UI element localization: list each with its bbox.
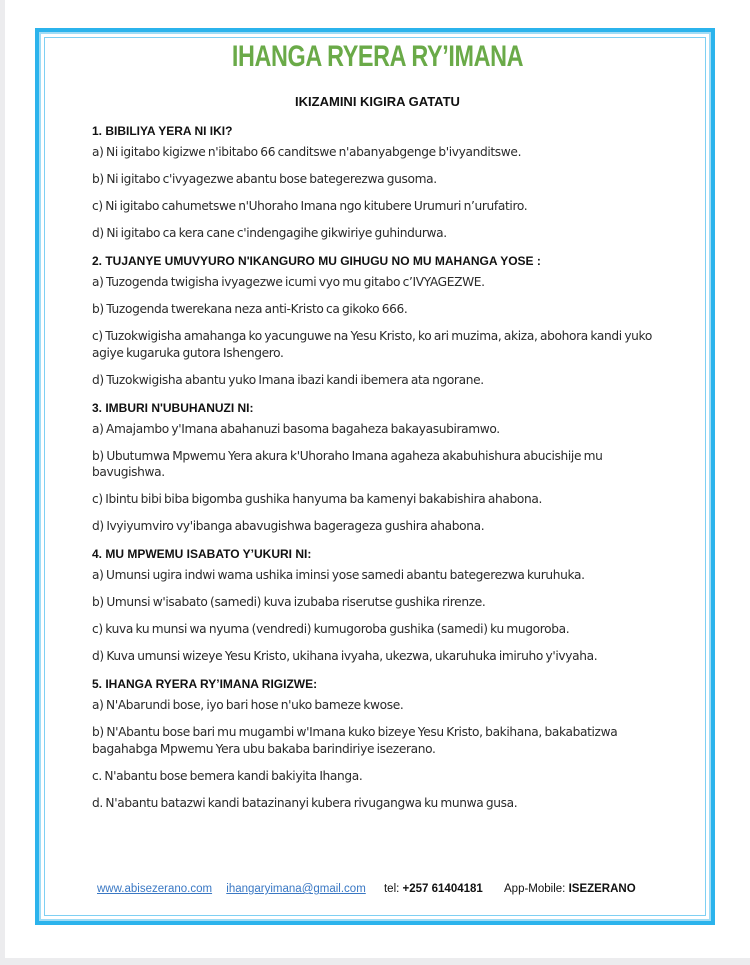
answer-option: d) Kuva umunsi wizeye Yesu Kristo, ukihana ivyaha, ukezwa, ukaruhuka imiruho y'ivyaha. <box>92 649 598 663</box>
answer-option: b) Tuzogenda twerekana neza anti-Kristo ca gikoko 666. <box>92 302 408 316</box>
answer-option: c) Ni igitabo cahumetswe n'Uhoraho Imana ngo kitubere Urumuri n’urufatiro. <box>92 199 528 213</box>
answer-option: d) Ivyiyumviro vy'ibanga abavugishwa bagerageza gushira ahabona. <box>92 519 485 533</box>
answer-option: d. N'abantu batazwi kandi batazinanyi kubera rivugangwa ku munwa gusa. <box>92 795 518 810</box>
question-block-4 <box>92 545 672 665</box>
question-block-3 <box>92 399 672 535</box>
answer-option: b) Umunsi w'isabato (samedi) kuva izubaba riserutse gushika rirenze. <box>92 595 486 609</box>
question-heading: 2. TUJANYE UMUVYURO N'IKANGURO MU GIHUGU NO MU MAHANGA YOSE : <box>92 254 541 268</box>
answer-option: b) Ubutumwa Mpwemu Yera akura k'Uhoraho Imana agaheza akabuhishura abucishije mu bavugishwa. <box>92 448 603 479</box>
app-label: App-Mobile: <box>504 883 566 895</box>
question-heading: 3. IMBURI N'UBUHANUZI NI: <box>92 400 254 415</box>
document-title: IHANGA RYERA RY’IMANA <box>231 40 524 73</box>
answer-option: b) N'Abantu bose bari mu mugambi w'Imana kuko bizeye Yesu Kristo, bakihana, bakabatizwa bagahabga Mpwemu Yera ubu bakaba barindiriye isezerano. <box>92 725 618 756</box>
question-block-5 <box>92 675 672 811</box>
question-block-2 <box>92 252 672 388</box>
answer-option: c) Tuzokwigisha amahanga ko yacunguwe na Yesu Kristo, ko ari muzima, akiza, abohora kandi yuko agiye kugaruka gutora Ishengero. <box>92 329 652 360</box>
phone-contact <box>384 883 486 895</box>
exam-questions <box>92 122 672 822</box>
phone-label: tel: <box>383 883 400 895</box>
question-heading: 5. IHANGA RYERA RY’IMANA RIGIZWE: <box>92 677 318 691</box>
answer-option: b) Ni igitabo c'ivyagezwe abantu bose bategerezwa gusoma. <box>92 172 437 186</box>
app-mobile <box>504 883 636 895</box>
answer-option: c) kuva ku munsi wa nyuma (vendredi) kumugoroba gushika (samedi) ku mugoroba. <box>92 622 570 636</box>
answer-option: a) Umunsi ugira indwi wama ushika iminsi yose samedi abantu bategerezwa kuruhuka. <box>92 568 585 582</box>
website-link[interactable]: www.abisezerano.com <box>97 883 213 895</box>
answer-option: c) Ibintu bibi biba bigomba gushika hanyuma ba kamenyi bakabishira ahabona. <box>92 492 542 506</box>
app-name: ISEZERANO <box>568 883 636 895</box>
answer-option: a) Amajambo y'Imana abahanuzi basoma bagaheza bakayasubiramwo. <box>92 421 500 436</box>
phone-number: +257 61404181 <box>402 883 483 895</box>
question-block-1 <box>92 122 672 242</box>
answer-option: d) Tuzokwigisha abantu yuko Imana ibazi kandi ibemera ata ngorane. <box>92 372 484 387</box>
question-heading: 1. BIBILIYA YERA NI IKI? <box>92 124 233 138</box>
document-page <box>5 0 750 958</box>
answer-option: d) Ni igitabo ca kera cane c'indengagihe gikwiriye guhindurwa. <box>92 226 447 240</box>
document-subtitle: IKIZAMINI KIGIRA GATATU <box>295 94 460 109</box>
document-footer <box>97 883 636 895</box>
question-heading: 4. MU MPWEMU ISABATO Y’UKURI NI: <box>92 547 312 561</box>
answer-option: a) N'Abarundi bose, iyo bari hose n'uko bameze kwose. <box>92 698 404 712</box>
answer-option: c. N'abantu bose bemera kandi bakiyita Ihanga. <box>92 768 363 783</box>
answer-option: a) Ni igitabo kigizwe n'ibitabo 66 canditswe n'abanyabgenge b'ivyanditswe. <box>92 145 522 159</box>
email-link[interactable]: ihangaryimana@gmail.com <box>226 883 366 895</box>
answer-option: a) Tuzogenda twigisha ivyagezwe icumi vyo mu gitabo c’IVYAGEZWE. <box>92 275 485 289</box>
